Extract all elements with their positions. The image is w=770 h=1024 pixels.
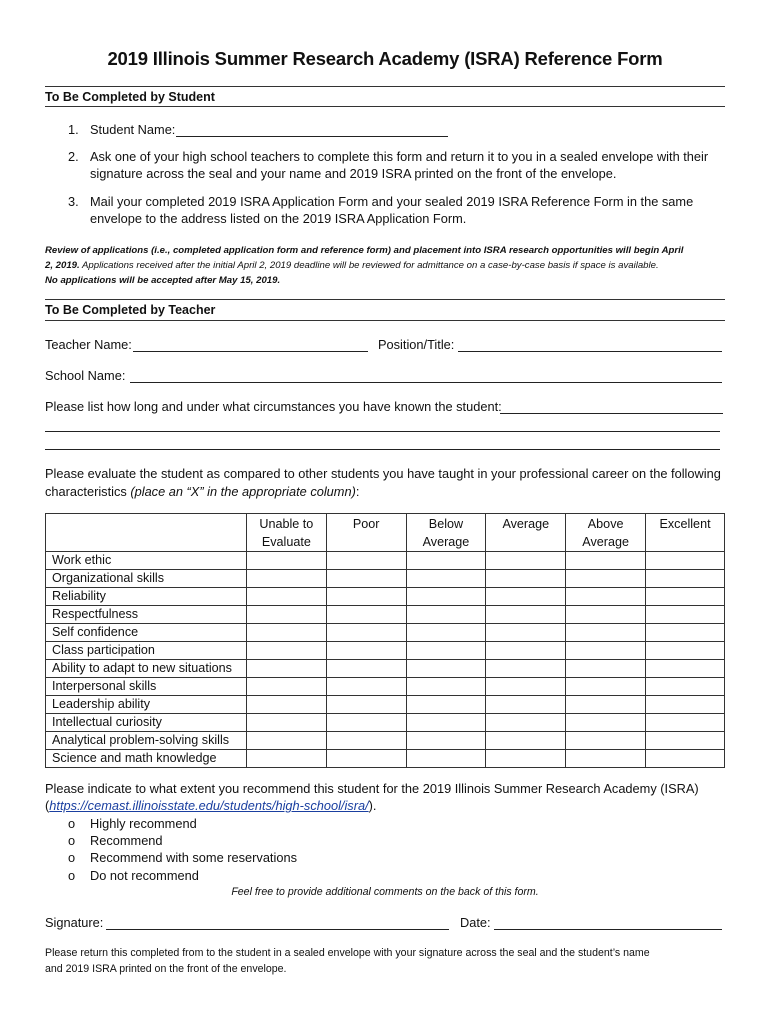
rating-cell[interactable] bbox=[246, 750, 326, 768]
rating-cell[interactable] bbox=[326, 624, 406, 642]
rating-cell[interactable] bbox=[566, 660, 646, 678]
known-student-label: Please list how long and under what circumstances you have known the student: bbox=[45, 399, 502, 414]
table-row bbox=[46, 750, 725, 768]
table-row bbox=[46, 678, 725, 696]
rating-cell[interactable] bbox=[246, 678, 326, 696]
table-row bbox=[46, 660, 725, 678]
rating-cell[interactable] bbox=[246, 732, 326, 750]
rating-cell[interactable] bbox=[486, 678, 566, 696]
item-number: 3. bbox=[68, 194, 79, 209]
student-name-label: Student Name: bbox=[90, 122, 176, 137]
rating-cell[interactable] bbox=[406, 732, 486, 750]
rating-cell[interactable] bbox=[566, 696, 646, 714]
item-number: 1. bbox=[68, 122, 79, 137]
rating-cell[interactable] bbox=[406, 624, 486, 642]
footer-instruction: Please return this completed from to the student in a sealed envelope with your signature across the seal and the student’s name bbox=[45, 947, 650, 959]
rating-cell[interactable] bbox=[566, 678, 646, 696]
rating-cell[interactable] bbox=[646, 606, 725, 624]
table-header-row bbox=[46, 514, 725, 552]
column-header: Below Average bbox=[406, 514, 486, 552]
known-student-field-line[interactable] bbox=[45, 449, 720, 450]
rating-cell[interactable] bbox=[566, 750, 646, 768]
rating-cell[interactable] bbox=[326, 660, 406, 678]
review-normal-text: Applications received after the initial April 2, 2019 deadline will be reviewed for admittance on a case-by-case basis if space is available. bbox=[79, 260, 659, 271]
evaluate-text: characteristics bbox=[45, 484, 131, 499]
characteristic-label: Leadership ability bbox=[46, 696, 247, 714]
rating-cell[interactable] bbox=[406, 714, 486, 732]
rating-cell[interactable] bbox=[246, 660, 326, 678]
rating-cell[interactable] bbox=[406, 750, 486, 768]
rating-cell[interactable] bbox=[326, 696, 406, 714]
recommend-instruction: Please indicate to what extent you recommend this student for the 2019 Illinois Summer Research Academy (ISRA) bbox=[45, 781, 699, 796]
rating-cell[interactable] bbox=[326, 678, 406, 696]
table-row bbox=[46, 552, 725, 570]
evaluate-instruction bbox=[45, 483, 359, 501]
recommend-option[interactable]: o Do not recommend bbox=[68, 868, 199, 883]
rating-cell[interactable] bbox=[646, 570, 725, 588]
evaluate-colon: : bbox=[355, 484, 360, 499]
rating-cell[interactable] bbox=[406, 570, 486, 588]
instruction-text: signature across the seal and your name and 2019 ISRA printed on the front of the envelope. bbox=[90, 166, 617, 181]
rating-cell[interactable] bbox=[486, 660, 566, 678]
rating-cell[interactable] bbox=[486, 606, 566, 624]
recommend-option[interactable]: o Recommend with some reservations bbox=[68, 850, 297, 865]
section-top-rule bbox=[45, 86, 725, 87]
review-deadline-text: No applications will be accepted after May 15, 2019. bbox=[45, 275, 281, 286]
form-title: 2019 Illinois Summer Research Academy (ISRA) Reference Form bbox=[107, 48, 663, 69]
known-student-field-line[interactable] bbox=[45, 431, 720, 432]
rating-cell[interactable] bbox=[566, 588, 646, 606]
rating-cell[interactable] bbox=[486, 642, 566, 660]
rating-cell[interactable] bbox=[486, 570, 566, 588]
rating-cell[interactable] bbox=[406, 642, 486, 660]
rating-cell[interactable] bbox=[566, 714, 646, 732]
rating-cell[interactable] bbox=[486, 750, 566, 768]
position-title-field[interactable] bbox=[458, 351, 722, 352]
rating-cell[interactable] bbox=[246, 642, 326, 660]
footer-instruction: and 2019 ISRA printed on the front of the envelope. bbox=[45, 963, 287, 975]
characteristic-label: Work ethic bbox=[46, 552, 247, 570]
signature-label: Signature: bbox=[45, 915, 104, 930]
rating-cell[interactable] bbox=[646, 624, 725, 642]
date-field[interactable] bbox=[494, 929, 722, 930]
evaluation-table bbox=[45, 513, 725, 768]
characteristic-label: Intellectual curiosity bbox=[46, 714, 247, 732]
recommend-option[interactable]: o Recommend bbox=[68, 833, 163, 848]
instruction-text: Ask one of your high school teachers to complete this form and return it to you in a sealed envelope with their bbox=[90, 149, 709, 164]
rating-cell[interactable] bbox=[246, 570, 326, 588]
characteristic-label: Respectfulness bbox=[46, 606, 247, 624]
evaluate-hint: (place an “X” in the appropriate column) bbox=[130, 484, 356, 499]
review-notice bbox=[45, 243, 725, 288]
section-top-rule bbox=[45, 299, 725, 300]
table-row bbox=[46, 732, 725, 750]
rating-cell[interactable] bbox=[566, 624, 646, 642]
recommend-option[interactable]: o Highly recommend bbox=[68, 816, 197, 831]
known-student-field[interactable] bbox=[500, 413, 723, 414]
review-bold-text: Review of applications (i.e., completed application form and reference form) and placement into ISRA research opportunities will begin April bbox=[45, 245, 684, 256]
teacher-name-field[interactable] bbox=[133, 351, 368, 352]
circle-bullet-icon: o bbox=[68, 833, 76, 848]
column-header: Poor bbox=[326, 514, 406, 552]
header-blank bbox=[46, 514, 247, 552]
rating-cell[interactable] bbox=[646, 750, 725, 768]
table-row bbox=[46, 570, 725, 588]
rating-cell[interactable] bbox=[486, 696, 566, 714]
teacher-name-label: Teacher Name: bbox=[45, 337, 132, 352]
student-name-field[interactable] bbox=[176, 136, 448, 137]
rating-cell[interactable] bbox=[646, 678, 725, 696]
circle-bullet-icon: o bbox=[68, 816, 76, 831]
position-title-label: Position/Title: bbox=[378, 337, 455, 352]
characteristic-label: Organizational skills bbox=[46, 570, 247, 588]
rating-cell[interactable] bbox=[486, 714, 566, 732]
rating-cell[interactable] bbox=[486, 552, 566, 570]
rating-cell[interactable] bbox=[246, 714, 326, 732]
rating-cell[interactable] bbox=[326, 606, 406, 624]
comments-note: Feel free to provide additional comments on the back of this form. bbox=[231, 886, 539, 898]
rating-cell[interactable] bbox=[646, 588, 725, 606]
rating-cell[interactable] bbox=[246, 552, 326, 570]
rating-cell[interactable] bbox=[646, 642, 725, 660]
table-row bbox=[46, 624, 725, 642]
rating-cell[interactable] bbox=[246, 606, 326, 624]
table-row bbox=[46, 714, 725, 732]
rating-cell[interactable] bbox=[246, 696, 326, 714]
rating-cell[interactable] bbox=[646, 552, 725, 570]
rating-cell[interactable] bbox=[326, 588, 406, 606]
school-name-label: School Name: bbox=[45, 368, 126, 383]
instruction-text: envelope to the address listed on the 2019 ISRA Application Form. bbox=[90, 211, 467, 226]
column-header: Average bbox=[486, 514, 566, 552]
section-bottom-rule bbox=[45, 320, 725, 321]
review-bold-text: 2, 2019. bbox=[45, 260, 80, 271]
student-section-heading: To Be Completed by Student bbox=[45, 90, 215, 104]
rating-cell[interactable] bbox=[646, 732, 725, 750]
rating-cell[interactable] bbox=[646, 660, 725, 678]
rating-cell[interactable] bbox=[246, 624, 326, 642]
rating-cell[interactable] bbox=[326, 642, 406, 660]
characteristic-label: Analytical problem-solving skills bbox=[46, 732, 247, 750]
rating-cell[interactable] bbox=[646, 714, 725, 732]
date-label: Date: bbox=[460, 915, 491, 930]
characteristic-label: Interpersonal skills bbox=[46, 678, 247, 696]
isra-link[interactable]: https://cemast.illinoisstate.edu/students/high-school/isra/ bbox=[49, 798, 369, 813]
instruction-text: Mail your completed 2019 ISRA Application Form and your sealed 2019 ISRA Reference Form in the same bbox=[90, 194, 694, 209]
evaluate-instruction: Please evaluate the student as compared to other students you have taught in your professional career on the following bbox=[45, 466, 721, 481]
rating-cell[interactable] bbox=[326, 750, 406, 768]
rating-cell[interactable] bbox=[566, 732, 646, 750]
rating-cell[interactable] bbox=[246, 588, 326, 606]
rating-cell[interactable] bbox=[406, 660, 486, 678]
recommend-url-line: (https://cemast.illinoisstate.edu/students/high-school/isra/). bbox=[45, 798, 377, 813]
characteristic-label: Ability to adapt to new situations bbox=[46, 660, 247, 678]
rating-cell[interactable] bbox=[566, 642, 646, 660]
rating-cell[interactable] bbox=[566, 606, 646, 624]
table-row bbox=[46, 588, 725, 606]
column-header: Above Average bbox=[566, 514, 646, 552]
rating-cell[interactable] bbox=[566, 570, 646, 588]
rating-cell[interactable] bbox=[326, 552, 406, 570]
rating-cell[interactable] bbox=[566, 552, 646, 570]
characteristic-label: Reliability bbox=[46, 588, 247, 606]
rating-cell[interactable] bbox=[326, 732, 406, 750]
rating-cell[interactable] bbox=[406, 696, 486, 714]
rating-cell[interactable] bbox=[326, 714, 406, 732]
rating-cell[interactable] bbox=[406, 588, 486, 606]
section-bottom-rule bbox=[45, 106, 725, 107]
item-number: 2. bbox=[68, 149, 79, 164]
rating-cell[interactable] bbox=[326, 570, 406, 588]
rating-cell[interactable] bbox=[406, 552, 486, 570]
table-row bbox=[46, 696, 725, 714]
characteristic-label: Self confidence bbox=[46, 624, 247, 642]
rating-cell[interactable] bbox=[486, 624, 566, 642]
characteristic-label: Class participation bbox=[46, 642, 247, 660]
circle-bullet-icon: o bbox=[68, 868, 76, 883]
column-header: Excellent bbox=[646, 514, 725, 552]
rating-cell[interactable] bbox=[406, 678, 486, 696]
table-row bbox=[46, 606, 725, 624]
school-name-field[interactable] bbox=[130, 382, 722, 383]
teacher-section-heading: To Be Completed by Teacher bbox=[45, 303, 216, 317]
signature-field[interactable] bbox=[106, 929, 449, 930]
rating-cell[interactable] bbox=[486, 732, 566, 750]
rating-cell[interactable] bbox=[486, 588, 566, 606]
rating-cell[interactable] bbox=[406, 606, 486, 624]
table-row bbox=[46, 642, 725, 660]
characteristic-label: Science and math knowledge bbox=[46, 750, 247, 768]
rating-cell[interactable] bbox=[646, 696, 725, 714]
circle-bullet-icon: o bbox=[68, 850, 76, 865]
column-header: Unable to Evaluate bbox=[246, 514, 326, 552]
